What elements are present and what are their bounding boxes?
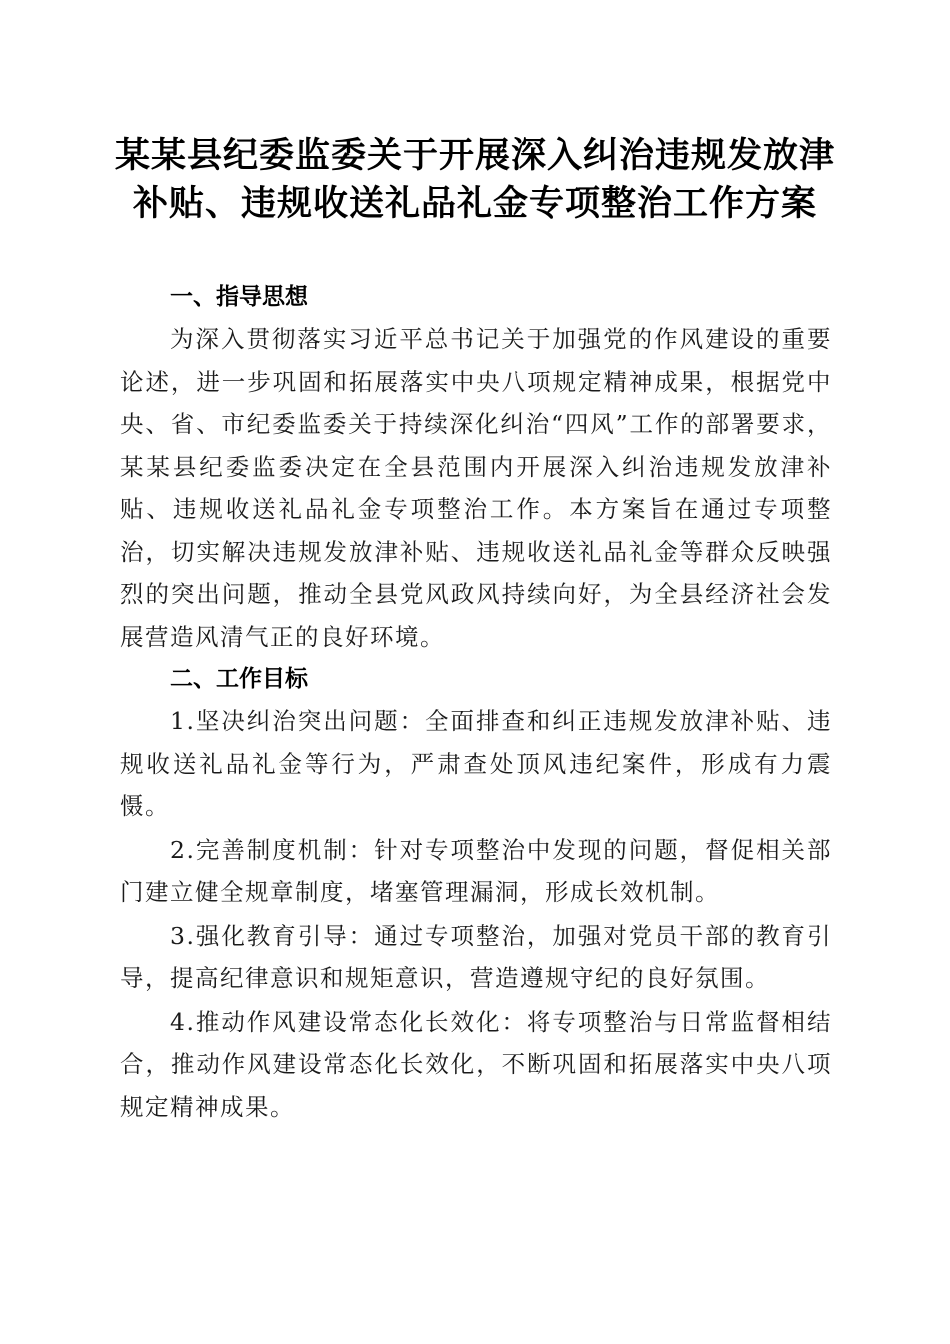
work-goal-item-4: 4.推动作风建设常态化长效化：将专项整治与日常监督相结合，推动作风建设常态化长效化，不断巩固和拓展落实中央八项规定精神成果。 [120,1007,832,1121]
work-goal-item-2: 2.完善制度机制：针对专项整治中发现的问题，督促相关部门建立健全规章制度，堵塞管理漏洞，形成长效机制。 [120,835,832,906]
section-heading-work-goals: 二、工作目标 [170,666,308,692]
section-heading-guiding-ideology: 一、指导思想 [170,284,308,310]
document-title [100,132,850,228]
guiding-ideology-paragraph: 为深入贯彻落实习近平总书记关于加强党的作风建设的重要论述，进一步巩固和拓展落实中央八项规定精神成果，根据党中央、省、市纪委监委关于持续深化纠治“四风”工作的部署要求，某某县纪委监委决定在全县范围内开展深入纠治违规发放津补贴、违规收送礼品礼金专项整治工作。本方案旨在通过专项整治，切实解决违规发放津补贴、违规收送礼品礼金等群众反映强烈的突出问题，推动全县党风政风持续向好，为全县经济社会发展营造风清气正的良好环境。 [120,325,832,651]
work-goal-item-3: 3.强化教育引导：通过专项整治，加强对党员干部的教育引导，提高纪律意识和规矩意识，营造遵规守纪的良好氛围。 [120,921,832,992]
document-body [120,276,832,1129]
title-line-1: 某某县纪委监委关于开展深入纠治违规发放津 [114,135,835,176]
title-line-2: 补贴、违规收送礼品礼金专项整治工作方案 [132,183,817,224]
work-goal-item-1: 1.坚决纠治突出问题：全面排查和纠正违规发放津补贴、违规收送礼品礼金等行为，严肃查处顶风违纪案件，形成有力震慑。 [120,707,832,820]
